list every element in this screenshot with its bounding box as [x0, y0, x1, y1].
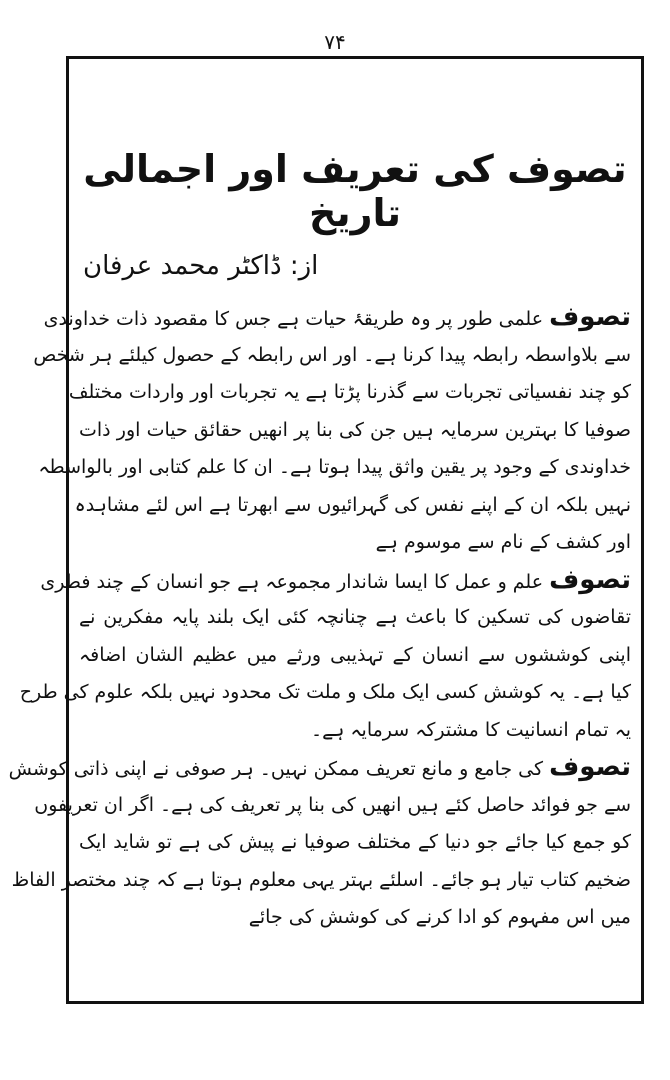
- text-line: کیا ہے۔ یہ کوشش کسی ایک ملک و ملت تک محدود نہیں بلکہ علوم کی طرح: [19, 681, 631, 703]
- article-title: تصوف کی تعریف اور اجمالی تاریخ: [83, 147, 627, 235]
- text-line: تقاضوں کی تسکین کا باعث ہے چنانچہ کئی ایک بلند پایہ مفکرین نے: [79, 606, 631, 628]
- page-frame: [8, 56, 644, 1004]
- text-line: سے جو فوائد حاصل کئے ہیں انھیں کی بنا پر تعریف کی ہے۔ اگر ان تعریفوں: [34, 793, 631, 816]
- text-line: سے بلاواسطہ رابطہ پیدا کرنا ہے۔ اور اس رابطہ کے حصول کیلئے ہر شخص: [33, 343, 631, 366]
- text-line: اور کشف کے نام سے موسوم ہے: [375, 531, 631, 553]
- text-line: کو جمع کیا جائے جو دنیا کے مختلف صوفیا نے پیش کی ہے تو شاید ایک: [79, 831, 631, 853]
- paragraph-lead-word: تصوف: [549, 302, 631, 332]
- text-line-content: علمی طور پر وہ طریقۂ حیات ہے جس کا مقصود ذات خداوندی: [43, 308, 544, 330]
- text-line-content: کی جامع و مانع تعریف ممکن نہیں۔ ہر صوفی نے اپنی ذاتی کوشش: [8, 758, 544, 780]
- paragraph-lead-word: تصوف: [549, 564, 631, 595]
- text-line: صوفیا کا بہترین سرمایہ ہیں جن کی بنا پر انھیں حقائق حیات اور ذات: [79, 418, 631, 441]
- text-line: اپنی کوششوں سے انسان کے تہذیبی ورثے میں عظیم الشان اضافہ: [79, 643, 631, 666]
- text-line-content: علم و عمل کا ایسا شاندار مجموعہ ہے جو انسان کے چند فطری: [40, 570, 544, 593]
- text-line: کو چند نفسیاتی تجربات سے گذرنا پڑتا ہے یہ تجربات اور واردات مختلف: [68, 381, 631, 403]
- text-line: میں اس مفہوم کو ادا کرنے کی کوشش کی جائے: [248, 906, 631, 928]
- text-line: یہ تمام انسانیت کا مشترکہ سرمایہ ہے۔: [310, 718, 631, 741]
- article-body: [8, 299, 631, 937]
- text-line: ضخیم کتاب تیار ہو جائے۔ اسلئے بہتر یہی معلوم ہوتا ہے کہ چند مختصر الفاظ: [11, 868, 631, 891]
- text-line: [43, 299, 631, 337]
- text-line: نہیں بلکہ ان کے اپنے نفس کی گہرائیوں سے ابھرتا ہے اس لئے مشاہدہ: [74, 493, 631, 516]
- text-line: [40, 562, 631, 600]
- paragraph-lead-word: تصوف: [549, 752, 631, 782]
- text-line: [8, 749, 631, 787]
- author-byline: از: ڈاکٹر محمد عرفان: [83, 251, 319, 281]
- page-number: ۷۴: [324, 30, 346, 54]
- text-line: خداوندی کے وجود پر یقین واثق پیدا ہوتا ہے۔ ان کا علم کتابی اور بالواسطہ: [38, 456, 631, 478]
